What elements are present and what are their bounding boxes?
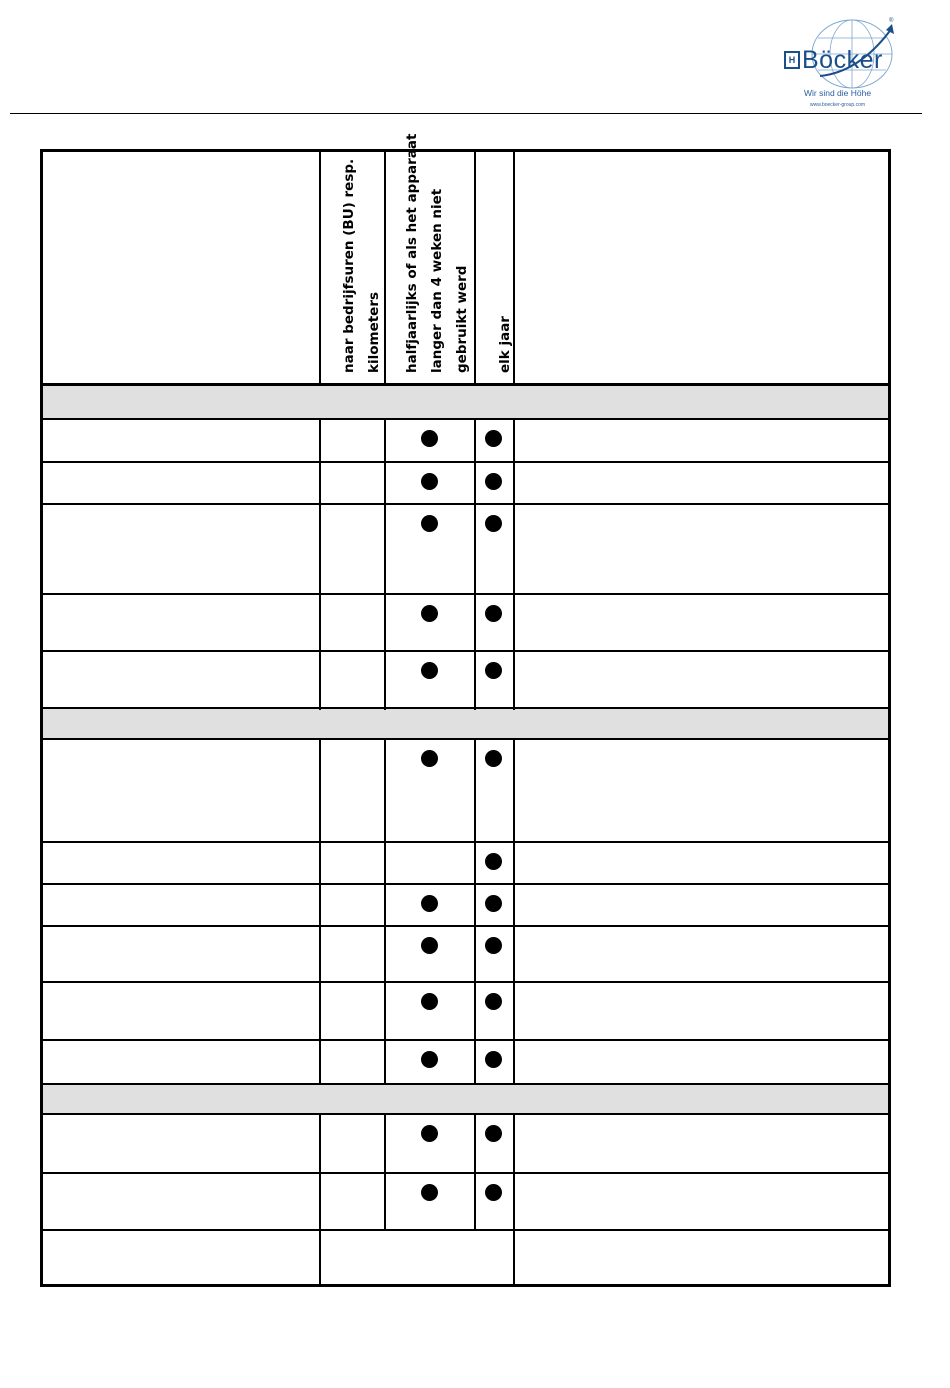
yearly-marker — [485, 1184, 502, 1201]
row-border — [43, 461, 888, 463]
brand-mark-icon: H — [784, 51, 800, 69]
row-border — [43, 650, 888, 652]
logo-url: www.boecker-group.com — [810, 102, 866, 108]
row-border — [43, 1113, 888, 1115]
yearly-marker — [485, 937, 502, 954]
column-divider — [384, 739, 386, 1084]
column-divider — [474, 1114, 476, 1230]
section-header-3 — [43, 1084, 888, 1114]
column-divider — [319, 1114, 321, 1287]
column-header-yearly: elk jaar — [497, 316, 513, 373]
yearly-marker — [485, 993, 502, 1010]
column-divider — [319, 420, 321, 710]
row-border — [43, 738, 888, 740]
row-border — [43, 503, 888, 505]
yearly-marker — [485, 1051, 502, 1068]
header-divider — [10, 113, 922, 114]
yearly-marker — [485, 895, 502, 912]
column-divider — [513, 420, 515, 710]
column-divider — [513, 1114, 515, 1287]
row-border — [43, 1083, 888, 1085]
column-header-hours: naar bedrijfsuren (BU) resp. kilometers — [341, 158, 382, 373]
column-divider — [474, 420, 476, 710]
yearly-marker — [485, 662, 502, 679]
halfyear-marker — [421, 662, 438, 679]
row-border — [43, 1172, 888, 1174]
row-border — [43, 925, 888, 927]
maintenance-table — [40, 133, 891, 1287]
yearly-marker — [485, 605, 502, 622]
column-divider — [319, 152, 321, 385]
column-header-halfyear: halfjaarlijks of als het apparaat langer dan 4 weken niet gebruikt werd — [404, 133, 470, 373]
yearly-marker — [485, 515, 502, 532]
halfyear-marker — [421, 937, 438, 954]
column-divider — [384, 152, 386, 385]
halfyear-marker — [421, 750, 438, 767]
logo-slogan: Wir sind die Höhe — [804, 88, 872, 98]
row-border — [43, 981, 888, 983]
halfyear-marker — [421, 1184, 438, 1201]
registered-mark: ® — [889, 18, 894, 24]
yearly-marker — [485, 750, 502, 767]
section-header-2 — [43, 709, 888, 739]
column-divider — [474, 152, 476, 385]
row-border — [43, 707, 888, 709]
column-divider — [474, 739, 476, 1084]
halfyear-marker — [421, 430, 438, 447]
halfyear-marker — [421, 1125, 438, 1142]
halfyear-marker — [421, 473, 438, 490]
halfyear-marker — [421, 515, 438, 532]
company-logo — [780, 14, 910, 114]
yearly-marker — [485, 853, 502, 870]
yearly-marker — [485, 430, 502, 447]
section-header-1 — [43, 384, 888, 419]
row-border — [43, 1039, 888, 1041]
row-border — [43, 1229, 888, 1231]
yearly-marker — [485, 473, 502, 490]
yearly-marker — [485, 1125, 502, 1142]
header-bottom-border — [43, 383, 888, 386]
halfyear-marker — [421, 993, 438, 1010]
row-border — [43, 841, 888, 843]
column-divider — [384, 1114, 386, 1230]
halfyear-marker — [421, 1051, 438, 1068]
halfyear-marker — [421, 605, 438, 622]
column-divider — [513, 152, 515, 385]
row-border — [43, 883, 888, 885]
column-divider — [319, 739, 321, 1084]
column-divider — [384, 420, 386, 710]
row-border — [43, 593, 888, 595]
halfyear-marker — [421, 895, 438, 912]
column-divider — [513, 739, 515, 1084]
logo-text: Böcker — [802, 46, 883, 74]
row-border — [43, 418, 888, 420]
